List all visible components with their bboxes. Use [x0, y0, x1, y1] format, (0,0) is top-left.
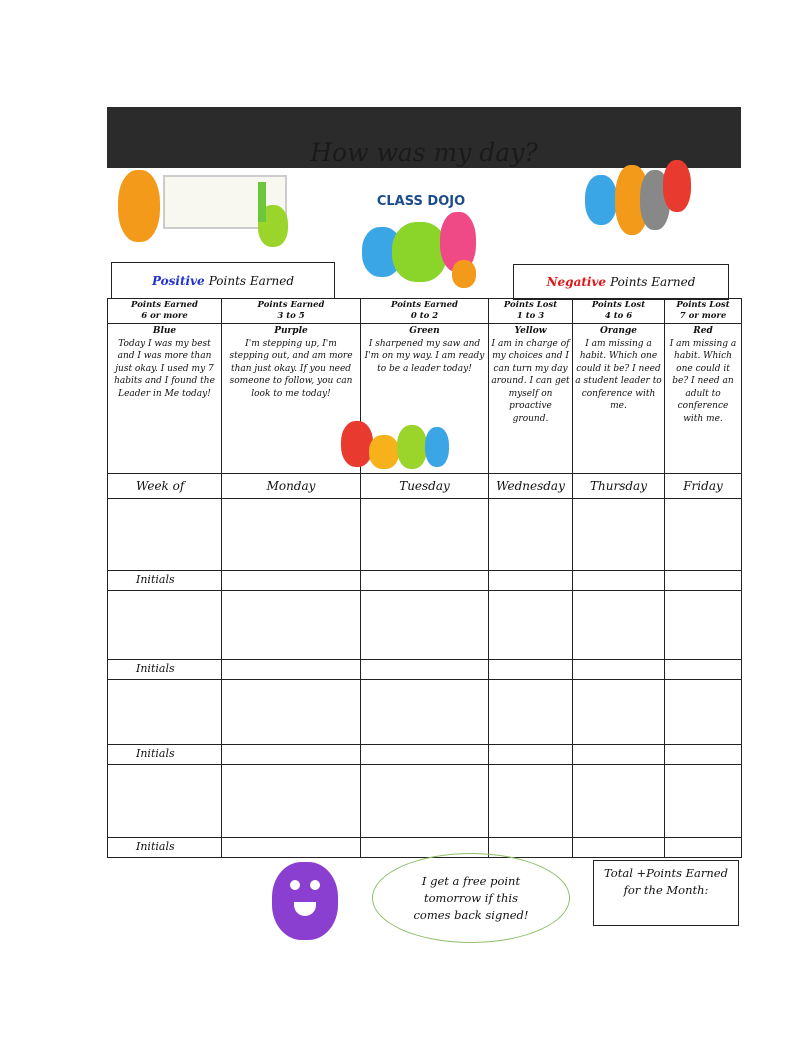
entry-cell[interactable] [489, 680, 573, 745]
week-row-1 [108, 499, 742, 571]
initials-cell[interactable] [573, 571, 665, 591]
initials-cell[interactable] [665, 571, 742, 591]
behavior-table [107, 298, 742, 858]
entry-cell[interactable] [361, 765, 489, 838]
entry-cell[interactable] [665, 499, 742, 571]
initials-label: Initials [108, 838, 222, 858]
entry-cell[interactable] [361, 680, 489, 745]
day-friday: Friday [665, 474, 742, 499]
entry-cell[interactable] [573, 591, 665, 660]
initials-cell[interactable] [573, 745, 665, 765]
initials-row-4 [108, 838, 742, 858]
entry-cell[interactable] [222, 499, 361, 571]
initials-cell[interactable] [489, 571, 573, 591]
initials-cell[interactable] [361, 660, 489, 680]
week-row-4 [108, 765, 742, 838]
initials-row-3 [108, 745, 742, 765]
monsters-group-illustration [585, 160, 695, 245]
entry-cell[interactable] [665, 680, 742, 745]
initials-label: Initials [108, 571, 222, 591]
day-wednesday: Wednesday [489, 474, 573, 499]
initials-label: Initials [108, 660, 222, 680]
description-blue: Blue Today I was my best and I was more than just okay. I used my 7 habits and I found the Leader in Me today! [108, 324, 222, 474]
points-header: Points Lost 1 to 3 [489, 299, 573, 324]
day-tuesday: Tuesday [361, 474, 489, 499]
entry-cell[interactable] [665, 765, 742, 838]
points-header: Points Lost 7 or more [665, 299, 742, 324]
initials-cell[interactable] [573, 660, 665, 680]
initials-cell[interactable] [222, 745, 361, 765]
entry-cell[interactable] [665, 591, 742, 660]
week-row-2 [108, 591, 742, 660]
description-orange: Orange I am missing a habit. Which one could it be? I need a student leader to conference with me. [573, 324, 665, 474]
negative-rest: Points Earned [610, 275, 696, 289]
class-dojo-logo: CLASS DOJO [362, 182, 480, 292]
entry-cell[interactable] [361, 591, 489, 660]
points-header: Points Earned 0 to 2 [361, 299, 489, 324]
entry-cell[interactable] [573, 680, 665, 745]
initials-cell[interactable] [665, 660, 742, 680]
week-of-label: Week of [108, 474, 222, 499]
initials-label: Initials [108, 745, 222, 765]
negative-word: Negative [546, 275, 607, 289]
initials-cell[interactable] [489, 660, 573, 680]
initials-cell[interactable] [665, 838, 742, 858]
monsters-row-illustration [341, 421, 461, 469]
initials-cell[interactable] [222, 660, 361, 680]
week-row-3 [108, 680, 742, 745]
monster-chart-illustration [118, 170, 298, 250]
week-cell[interactable] [108, 591, 222, 660]
negative-points-label [513, 264, 729, 300]
monthly-total-box[interactable] [593, 860, 739, 926]
points-header: Points Earned 6 or more [108, 299, 222, 324]
bubble-text: I get a free point tomorrow if this comes back signed! [413, 873, 529, 922]
entry-cell[interactable] [361, 499, 489, 571]
positive-rest: Points Earned [208, 273, 295, 288]
initials-cell[interactable] [489, 745, 573, 765]
day-monday: Monday [222, 474, 361, 499]
initials-cell[interactable] [665, 745, 742, 765]
description-green: Green I sharpened my saw and I'm on my way. I am ready to be a leader today! [361, 324, 489, 474]
purple-monster-illustration [272, 862, 338, 940]
page-title: How was my day? [310, 138, 538, 167]
entry-cell[interactable] [222, 765, 361, 838]
points-row [108, 299, 742, 324]
entry-cell[interactable] [222, 591, 361, 660]
description-row [108, 324, 742, 474]
positive-points-label [111, 262, 335, 299]
positive-word: Positive [151, 273, 205, 288]
initials-cell[interactable] [222, 571, 361, 591]
description-red: Red I am missing a habit. Which one could it be? I need an adult to conference with me. [665, 324, 742, 474]
description-yellow: Yellow I am in charge of my choices and I can turn my day around. I can get myself on proactive ground. [489, 324, 573, 474]
initials-cell[interactable] [573, 838, 665, 858]
initials-cell[interactable] [222, 838, 361, 858]
entry-cell[interactable] [573, 499, 665, 571]
day-thursday: Thursday [573, 474, 665, 499]
entry-cell[interactable] [573, 765, 665, 838]
week-cell[interactable] [108, 499, 222, 571]
speech-bubble [372, 853, 570, 943]
initials-cell[interactable] [361, 745, 489, 765]
entry-cell[interactable] [222, 680, 361, 745]
initials-row-1 [108, 571, 742, 591]
entry-cell[interactable] [489, 765, 573, 838]
points-header: Points Earned 3 to 5 [222, 299, 361, 324]
week-cell[interactable] [108, 680, 222, 745]
total-label: Total +Points Earned for the Month: [604, 866, 728, 897]
days-row [108, 474, 742, 499]
initials-row-2 [108, 660, 742, 680]
points-header: Points Lost 4 to 6 [573, 299, 665, 324]
initials-cell[interactable] [361, 571, 489, 591]
entry-cell[interactable] [489, 591, 573, 660]
week-cell[interactable] [108, 765, 222, 838]
entry-cell[interactable] [489, 499, 573, 571]
description-purple: Purple I'm stepping up, I'm stepping out, and am more than just okay. If you need someone to follow, you can look to me today! [222, 324, 361, 474]
